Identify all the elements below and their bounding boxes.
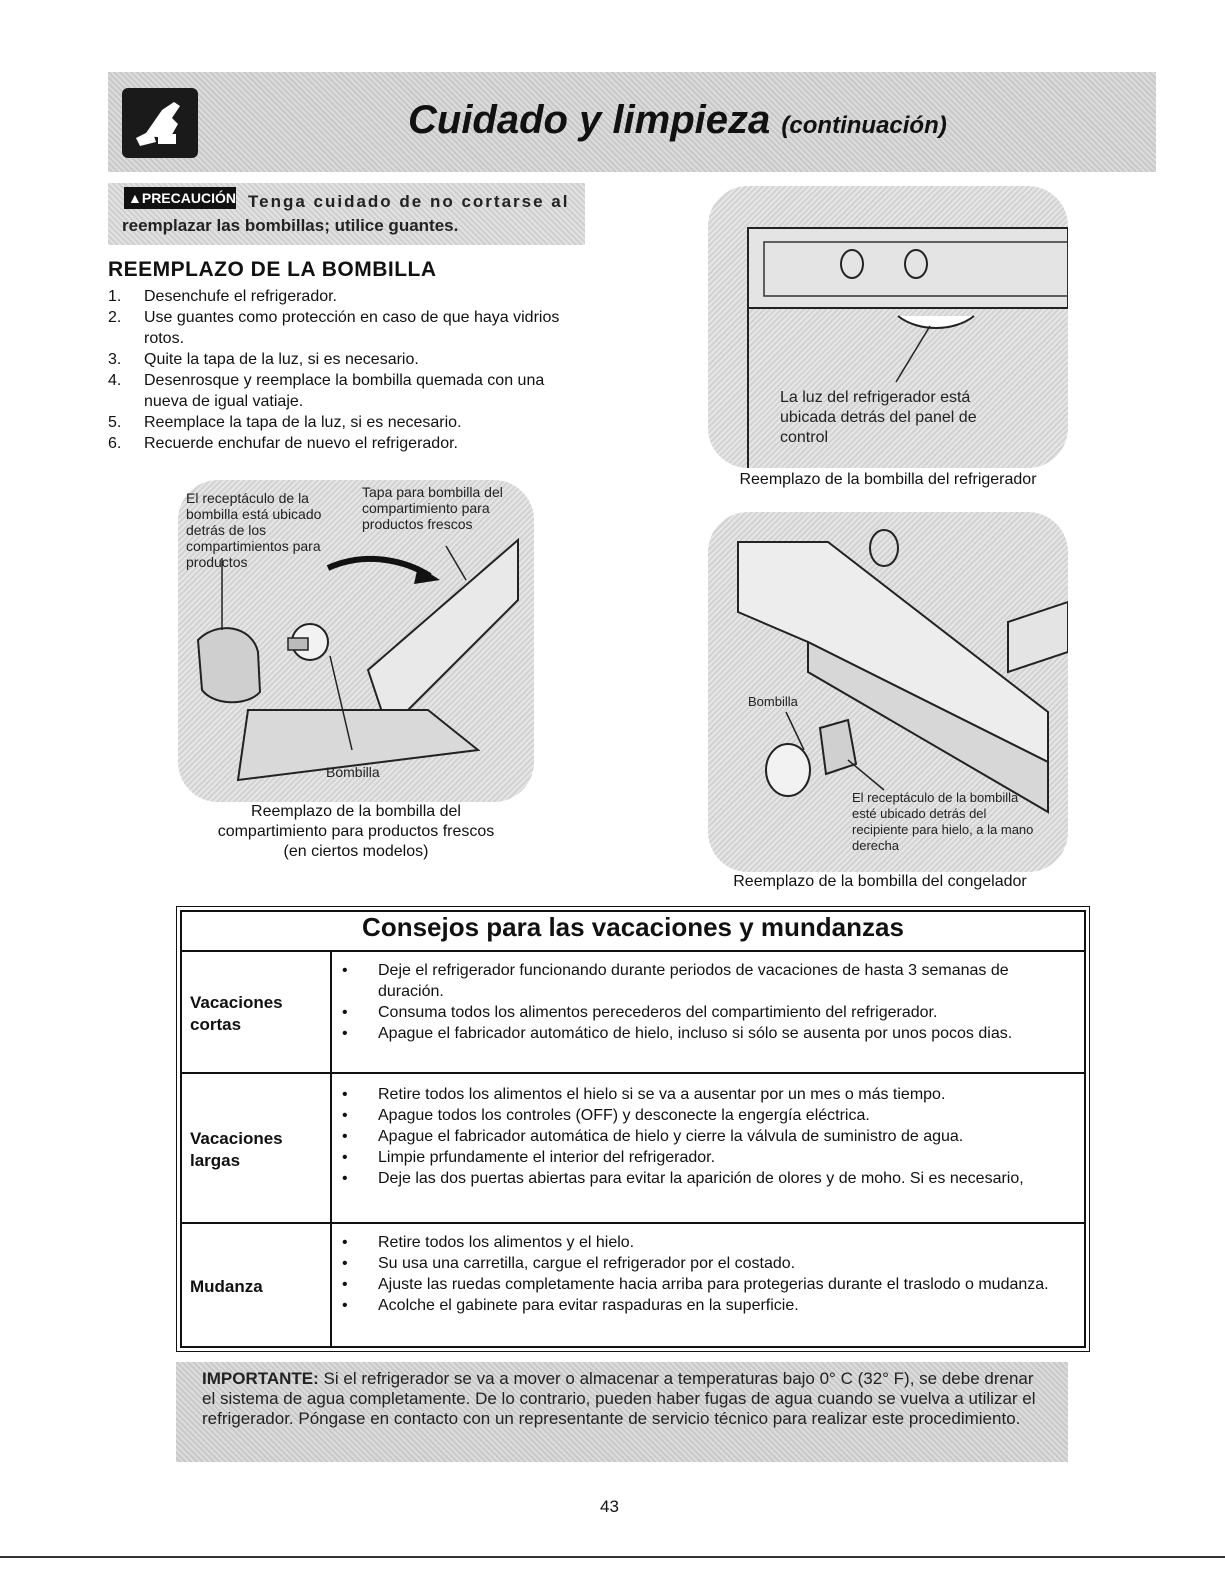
caution-badge-label: PRECAUCIÓN: [141, 190, 236, 206]
long-vacation-list: [340, 1084, 1070, 1189]
caution-text-line1: Tenga cuidado de no cortarse al: [248, 192, 570, 211]
step-number: 1.: [108, 288, 122, 305]
list-item: • Apague todos los controles (OFF) y desconecte la engergía eléctrica.: [340, 1105, 1070, 1126]
caution-badge: [124, 187, 236, 209]
fresh-caption-line3: (en ciertos modelos): [283, 843, 429, 860]
fresh-bulb-callout: Bombilla: [326, 764, 380, 780]
step-number: 4.: [108, 372, 122, 389]
step-item: [108, 286, 578, 307]
page-title-subtitle: (continuación): [781, 112, 947, 139]
list-item: • Retire todos los alimentos el hielo si se va a ausentar por un mes o más tiempo.: [340, 1084, 1070, 1105]
caution-text-line2: reemplazar las bombillas; utilice guantes.: [122, 216, 459, 235]
important-note: [176, 1362, 1068, 1462]
step-item: [108, 370, 578, 412]
table-divider: [180, 950, 1086, 952]
page-number: 43: [600, 1497, 619, 1516]
steps-list: [108, 286, 578, 454]
step-number: 2.: [108, 309, 122, 326]
fresh-socket-callout: El receptáculo de la bombilla está ubicado detrás de los compartimientos para productos: [186, 490, 322, 570]
step-text: Desenchufe el refrigerador.: [144, 288, 337, 305]
fresh-caption-line2: compartimiento para productos frescos: [217, 823, 495, 840]
step-text: Recuerde enchufar de nuevo el refrigerador.: [144, 435, 458, 452]
list-item: • Apague el fabricador automático de hielo, incluso si sólo se ausenta por unos pocos dias.: [340, 1023, 1070, 1044]
section-heading: REEMPLAZO DE LA BOMBILLA: [108, 258, 437, 281]
table-column-divider: [330, 950, 332, 1348]
row-label-moving: Mudanza: [190, 1277, 263, 1296]
table-divider: [180, 1222, 1086, 1224]
cleaning-hand-icon: [122, 88, 198, 158]
fresh-cover-callout: Tapa para bombilla del compartimiento para productos frescos: [362, 484, 503, 532]
list-item: • Deje el refrigerador funcionando durante periodos de vacaciones de hasta 3 semanas de duración.: [340, 960, 1070, 1002]
list-item: • Consuma todos los alimentos perecederos del compartimiento del refrigerador.: [340, 1002, 1070, 1023]
page-title-main: Cuidado y limpieza: [408, 98, 771, 142]
short-vacation-list: [340, 960, 1070, 1044]
list-item: • Acolche el gabinete para evitar raspaduras en la superficie.: [340, 1295, 1070, 1316]
important-text: Si el refrigerador se va a mover o almacenar a temperaturas bajo 0° C (32° F), se debe drenar el sistema de agua completamente. De lo contrario, pueden haber fugas de agua cuando se vuelva a utilizar el refrigerador. Póngase en contacto con un representante de servicio técnico para realizar este procedimiento.: [202, 1369, 1036, 1428]
step-text: Desenrosque y reemplace la bombilla quemada con una nueva de igual vatiaje.: [144, 372, 545, 410]
list-item: • Apague el fabricador automática de hielo y cierre la válvula de suministro de agua.: [340, 1126, 1070, 1147]
freezer-socket-callout: El receptáculo de la bombilla esté ubicado detrás del recipiente para hielo, a la mano derecha: [852, 790, 1034, 853]
page-title: [408, 98, 947, 143]
table-divider: [180, 1072, 1086, 1074]
list-item: • Retire todos los alimentos y el hielo.: [340, 1232, 1070, 1253]
step-item: [108, 349, 578, 370]
step-number: 6.: [108, 435, 122, 452]
list-item: • Su usa una carretilla, cargue el refrigerador por el costado.: [340, 1253, 1070, 1274]
refrigerator-light-callout: La luz del refrigerador está ubicada detrás del panel de control: [780, 389, 977, 446]
row-label-short-vacation: Vacaciones cortas: [190, 993, 283, 1034]
warning-triangle-icon: ▲: [128, 190, 142, 206]
tips-title: Consejos para las vacaciones y mundanzas: [362, 912, 904, 942]
important-label: IMPORTANTE:: [202, 1369, 319, 1388]
row-label-long-vacation: Vacaciones largas: [190, 1129, 283, 1170]
freezer-caption: Reemplazo de la bombilla del congelador: [733, 873, 1027, 890]
bottom-rule: [0, 1556, 1225, 1558]
step-text: Reemplace la tapa de la luz, si es necesario.: [144, 414, 462, 431]
fresh-caption: [178, 802, 534, 862]
step-item: [108, 433, 578, 454]
refrigerator-caption: Reemplazo de la bombilla del refrigerador: [739, 471, 1037, 488]
list-item: • Limpie prfundamente el interior del refrigerador.: [340, 1147, 1070, 1168]
fresh-caption-line1: Reemplazo de la bombilla del: [251, 803, 461, 820]
freezer-bulb-callout: Bombilla: [748, 694, 798, 709]
step-item: [108, 412, 578, 433]
step-item: [108, 307, 578, 349]
step-text: Quite la tapa de la luz, si es necesario.: [144, 351, 419, 368]
step-number: 3.: [108, 351, 122, 368]
step-text: Use guantes como protección en caso de que haya vidrios rotos.: [144, 309, 560, 347]
step-number: 5.: [108, 414, 122, 431]
list-item: • Ajuste las ruedas completamente hacia arriba para protegerias durante el traslodo o mudanza.: [340, 1274, 1070, 1295]
list-item: • Deje las dos puertas abiertas para evitar la aparición de olores y de moho. Si es necesario,: [340, 1168, 1070, 1189]
moving-list: [340, 1232, 1070, 1316]
